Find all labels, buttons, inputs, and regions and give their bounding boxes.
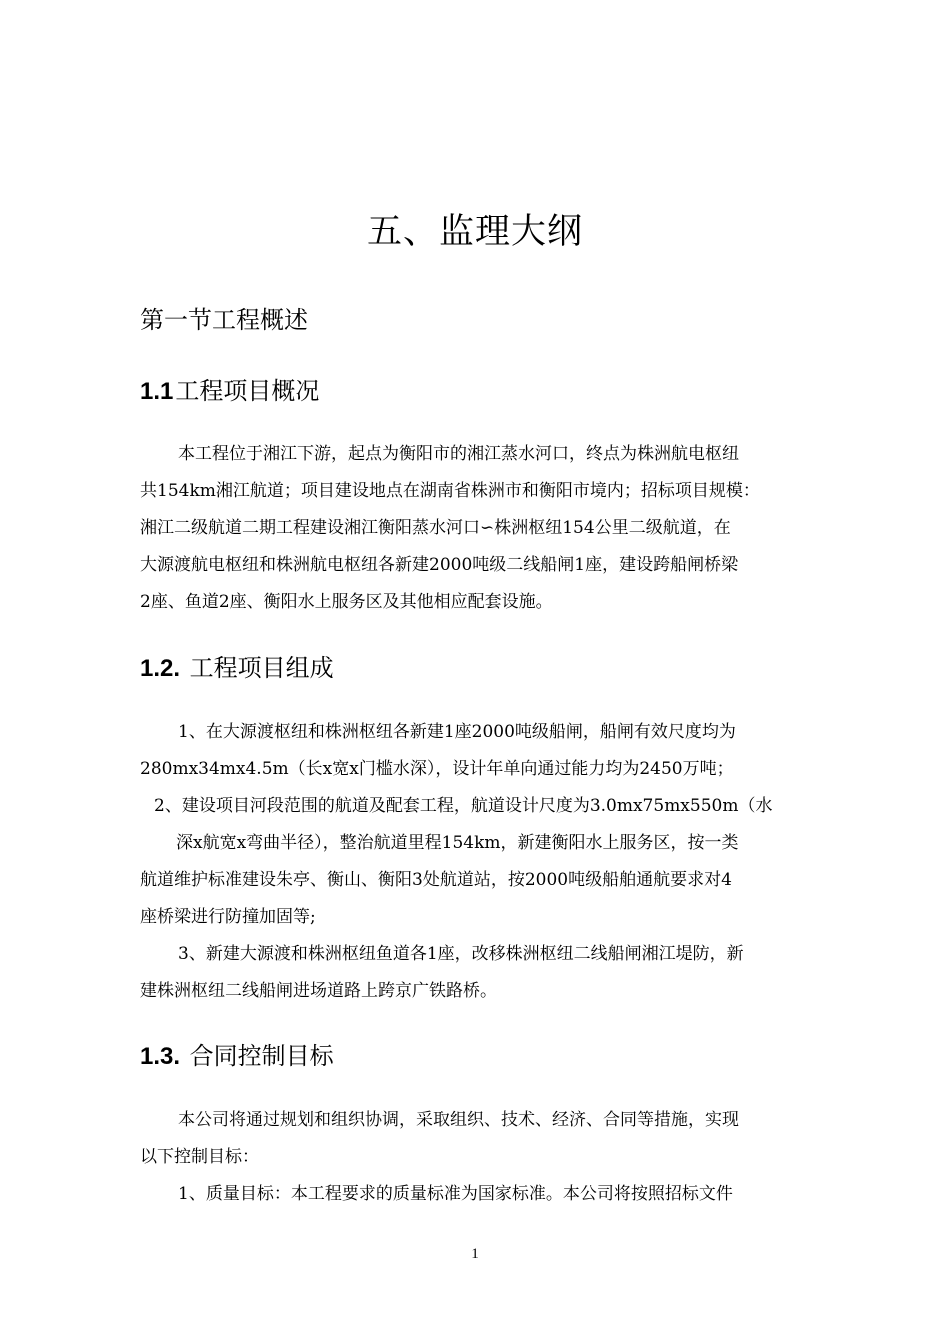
text-line: 以下控制目标：: [140, 1147, 259, 1167]
page-number: 1: [471, 1246, 479, 1262]
text-line: 本公司将通过规划和组织协调，采取组织、技术、经济、合同等措施，实现: [178, 1110, 739, 1130]
list-item-2: 2、建设项目河段范围的航道及配套工程，航道设计尺度为3.0mx75mx550m（水: [154, 796, 773, 816]
text-line: 280mx34mx4.5m（长x宽x门槛水深），设计年单向通过能力均为2450万吨；: [140, 759, 734, 779]
text-line: 建株洲枢纽二线船闸进场道路上跨京广铁路桥。: [140, 981, 497, 1001]
section-heading-1-3: [140, 1038, 334, 1075]
list-item-1: 1、质量目标：本工程要求的质量标准为国家标准。本公司将按照招标文件: [178, 1184, 733, 1204]
section-1-1-paragraph: [140, 436, 830, 621]
text-line: 深x航宽x弯曲半径），整治航道里程154km，新建衡阳水上服务区，按一类: [176, 833, 739, 853]
chapter-heading: 第一节工程概述: [140, 306, 308, 334]
text-line: 大源渡航电枢纽和株洲航电枢纽各新建2000吨级二线船闸1座，建设跨船闸桥梁: [140, 555, 739, 575]
text-line: 湘江二级航道二期工程建设湘江衡阳蒸水河口∽株洲枢纽154公里二级航道，在: [140, 518, 731, 538]
list-item-3: 3、新建大源渡和株洲枢纽鱼道各1座，改移株洲枢纽二线船闸湘江堤防，新: [178, 944, 744, 964]
section-title: 工程项目概况: [175, 377, 320, 405]
section-1-2-paragraph: [140, 714, 830, 1010]
section-number: 1.3.: [140, 1043, 181, 1070]
text-line: 2座、鱼道2座、衡阳水上服务区及其他相应配套设施。: [140, 592, 553, 612]
section-title: 工程项目组成: [189, 654, 334, 682]
list-item-1: 1、在大源渡枢纽和株洲枢纽各新建1座2000吨级船闸，船闸有效尺度均为: [178, 722, 736, 742]
text-line: 共154km湘江航道；项目建设地点在湖南省株洲市和衡阳市境内；招标项目规模：: [140, 481, 760, 501]
section-heading-1-1: [140, 373, 319, 410]
document-title: 五、监理大纲: [366, 212, 583, 252]
section-number: 1.2.: [140, 655, 181, 682]
section-heading-1-2: [140, 650, 334, 687]
text-line: 本工程位于湘江下游，起点为衡阳市的湘江蒸水河口，终点为株洲航电枢纽: [178, 444, 739, 464]
section-title: 合同控制目标: [189, 1042, 334, 1070]
text-line: 座桥梁进行防撞加固等;: [140, 907, 316, 927]
text-line: 航道维护标准建设朱亭、衡山、衡阳3处航道站，按2000吨级船舶通航要求对4: [140, 870, 732, 890]
section-1-3-paragraph: [140, 1102, 830, 1213]
section-number: 1.1: [140, 378, 174, 405]
